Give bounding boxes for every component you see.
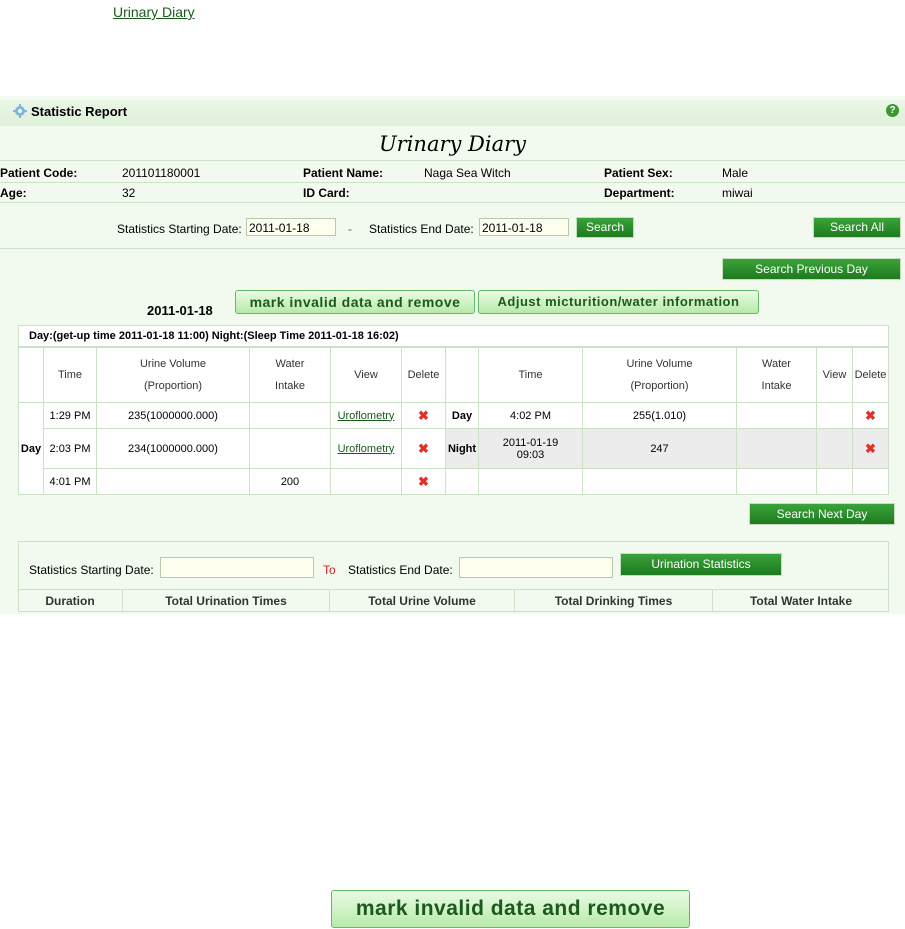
header-view-right: View xyxy=(817,348,853,403)
header-water-right-2: Intake xyxy=(761,380,792,392)
mark-invalid-button[interactable]: mark invalid data and remove xyxy=(235,290,475,314)
mark-invalid-button-zoomed[interactable]: mark invalid data and remove xyxy=(331,890,690,928)
delete-icon[interactable]: ✖ xyxy=(865,440,876,456)
id-card-label: ID Card: xyxy=(303,186,350,200)
end-date-input[interactable]: 2011-01-18 xyxy=(479,218,569,236)
patient-name: Naga Sea Witch xyxy=(424,166,511,180)
delete-icon[interactable]: ✖ xyxy=(418,440,429,456)
day-group-label: Day xyxy=(19,403,44,495)
stats-col-water-intake: Total Water Intake xyxy=(749,594,853,608)
panel-header xyxy=(0,100,905,126)
table-row xyxy=(19,429,889,469)
header-urine-2: (Proportion) xyxy=(143,380,203,392)
search-previous-day-button[interactable]: Search Previous Day xyxy=(722,258,901,280)
row-time: 1:29 PM xyxy=(44,403,97,429)
stats-col-urine-volume: Total Urine Volume xyxy=(330,590,515,612)
divider xyxy=(0,202,905,203)
row-time-right: 2011-01-19 09:03 xyxy=(479,429,583,469)
header-time-right: Time xyxy=(479,348,583,403)
urinary-diary-link[interactable]: Urinary Diary xyxy=(113,4,195,20)
empty-cell xyxy=(737,469,817,495)
row-view xyxy=(331,469,402,495)
date-separator: - xyxy=(348,222,352,236)
urination-statistics-button[interactable]: Urination Statistics xyxy=(620,553,782,576)
delete-icon[interactable]: ✖ xyxy=(865,407,876,423)
delete-icon[interactable]: ✖ xyxy=(418,407,429,423)
diary-table xyxy=(18,347,889,495)
help-icon[interactable]: ? xyxy=(886,104,899,117)
age-label: Age: xyxy=(0,186,27,200)
stats-start-input[interactable] xyxy=(160,557,314,578)
stats-start-label: Statistics Starting Date: xyxy=(29,563,154,577)
patient-code-label: Patient Code: xyxy=(0,166,78,180)
header-view: View xyxy=(331,348,402,403)
row-water: 200 xyxy=(250,469,331,495)
stats-col-urination-times: Total Urination Times xyxy=(123,590,330,612)
stats-end-label: Statistics End Date: xyxy=(348,563,453,577)
header-water-1: Water xyxy=(275,358,305,370)
row-delete xyxy=(402,403,446,429)
empty-cell xyxy=(583,469,737,495)
divider xyxy=(0,160,905,161)
header-delete: Delete xyxy=(402,348,446,403)
day-night-info: Day:(get-up time 2011-01-18 11:00) Night:(Sleep Time 2011-01-18 16:02) xyxy=(29,330,399,342)
row-view xyxy=(331,403,402,429)
header-water-right-1: Water xyxy=(762,358,791,370)
row-delete xyxy=(402,429,446,469)
stats-header-row xyxy=(18,590,889,612)
header-delete-right: Delete xyxy=(853,348,889,403)
header-urine-right-2: (Proportion) xyxy=(630,380,689,392)
header-urine-1: Urine Volume xyxy=(139,358,207,370)
panel-title: Statistic Report xyxy=(31,104,128,119)
row-water xyxy=(250,429,331,469)
row-time-right: 4:02 PM xyxy=(479,403,583,429)
header-empty xyxy=(446,348,479,403)
table-row xyxy=(19,469,889,495)
patient-sex: Male xyxy=(722,166,749,180)
to-label: To xyxy=(323,563,336,577)
end-date-label: Statistics End Date: xyxy=(369,222,474,236)
patient-name-label: Patient Name: xyxy=(303,166,384,180)
start-date-input[interactable]: 2011-01-18 xyxy=(246,218,336,236)
row-view-right xyxy=(817,403,853,429)
header-water-right xyxy=(737,348,817,403)
row-urine: 235(1000000.000) xyxy=(97,403,250,429)
row-water-right xyxy=(737,429,817,469)
row-period: Day xyxy=(446,403,479,429)
stats-col-drinking-times: Total Drinking Times xyxy=(515,590,713,612)
search-button[interactable]: Search xyxy=(576,217,634,238)
row-urine xyxy=(97,469,250,495)
empty-cell xyxy=(446,469,479,495)
row-urine-right: 255(1.010) xyxy=(583,403,737,429)
row-time: 4:01 PM xyxy=(44,469,97,495)
row-water xyxy=(250,403,331,429)
header-water xyxy=(250,348,331,403)
department-label: Department: xyxy=(604,186,675,200)
divider xyxy=(0,248,905,249)
start-date-label: Statistics Starting Date: xyxy=(117,222,242,236)
header-urine-right xyxy=(583,348,737,403)
row-urine: 234(1000000.000) xyxy=(97,429,250,469)
diary-title: Urinary Diary xyxy=(378,132,527,156)
gear-icon xyxy=(13,104,27,118)
department-value: miwai xyxy=(722,186,753,200)
patient-sex-label: Patient Sex: xyxy=(604,166,673,180)
uroflometry-link[interactable]: Uroflometry xyxy=(337,409,395,422)
search-next-day-button[interactable]: Search Next Day xyxy=(749,503,895,525)
row-delete-right xyxy=(853,429,889,469)
divider xyxy=(0,182,905,183)
row-time: 2:03 PM xyxy=(44,429,97,469)
delete-icon[interactable]: ✖ xyxy=(418,473,429,489)
patient-code: 201101180001 xyxy=(122,166,201,180)
search-all-button[interactable]: Search All xyxy=(813,217,901,238)
empty-cell xyxy=(479,469,583,495)
row-water-right xyxy=(737,403,817,429)
empty-cell xyxy=(817,469,853,495)
row-urine-right: 247 xyxy=(583,429,737,469)
header-urine-right-1: Urine Volume xyxy=(626,358,693,370)
uroflometry-link[interactable]: Uroflometry xyxy=(337,442,395,455)
row-delete-right xyxy=(853,403,889,429)
table-row xyxy=(19,403,889,429)
age-value: 32 xyxy=(122,186,136,200)
row-period: Night xyxy=(446,429,479,469)
row-view xyxy=(331,429,402,469)
header-time: Time xyxy=(44,348,97,403)
current-date: 2011-01-18 xyxy=(147,303,213,318)
table-header-row xyxy=(19,348,889,403)
header-water-2: Intake xyxy=(275,380,305,392)
day-night-header xyxy=(18,325,889,347)
header-urine xyxy=(97,348,250,403)
row-view-right xyxy=(817,429,853,469)
header-empty xyxy=(19,348,44,403)
stats-col-duration: Duration xyxy=(18,590,123,612)
adjust-micturition-button[interactable]: Adjust micturition/water information xyxy=(478,290,759,314)
row-delete xyxy=(402,469,446,495)
empty-cell xyxy=(853,469,889,495)
stats-end-input[interactable] xyxy=(459,557,613,578)
